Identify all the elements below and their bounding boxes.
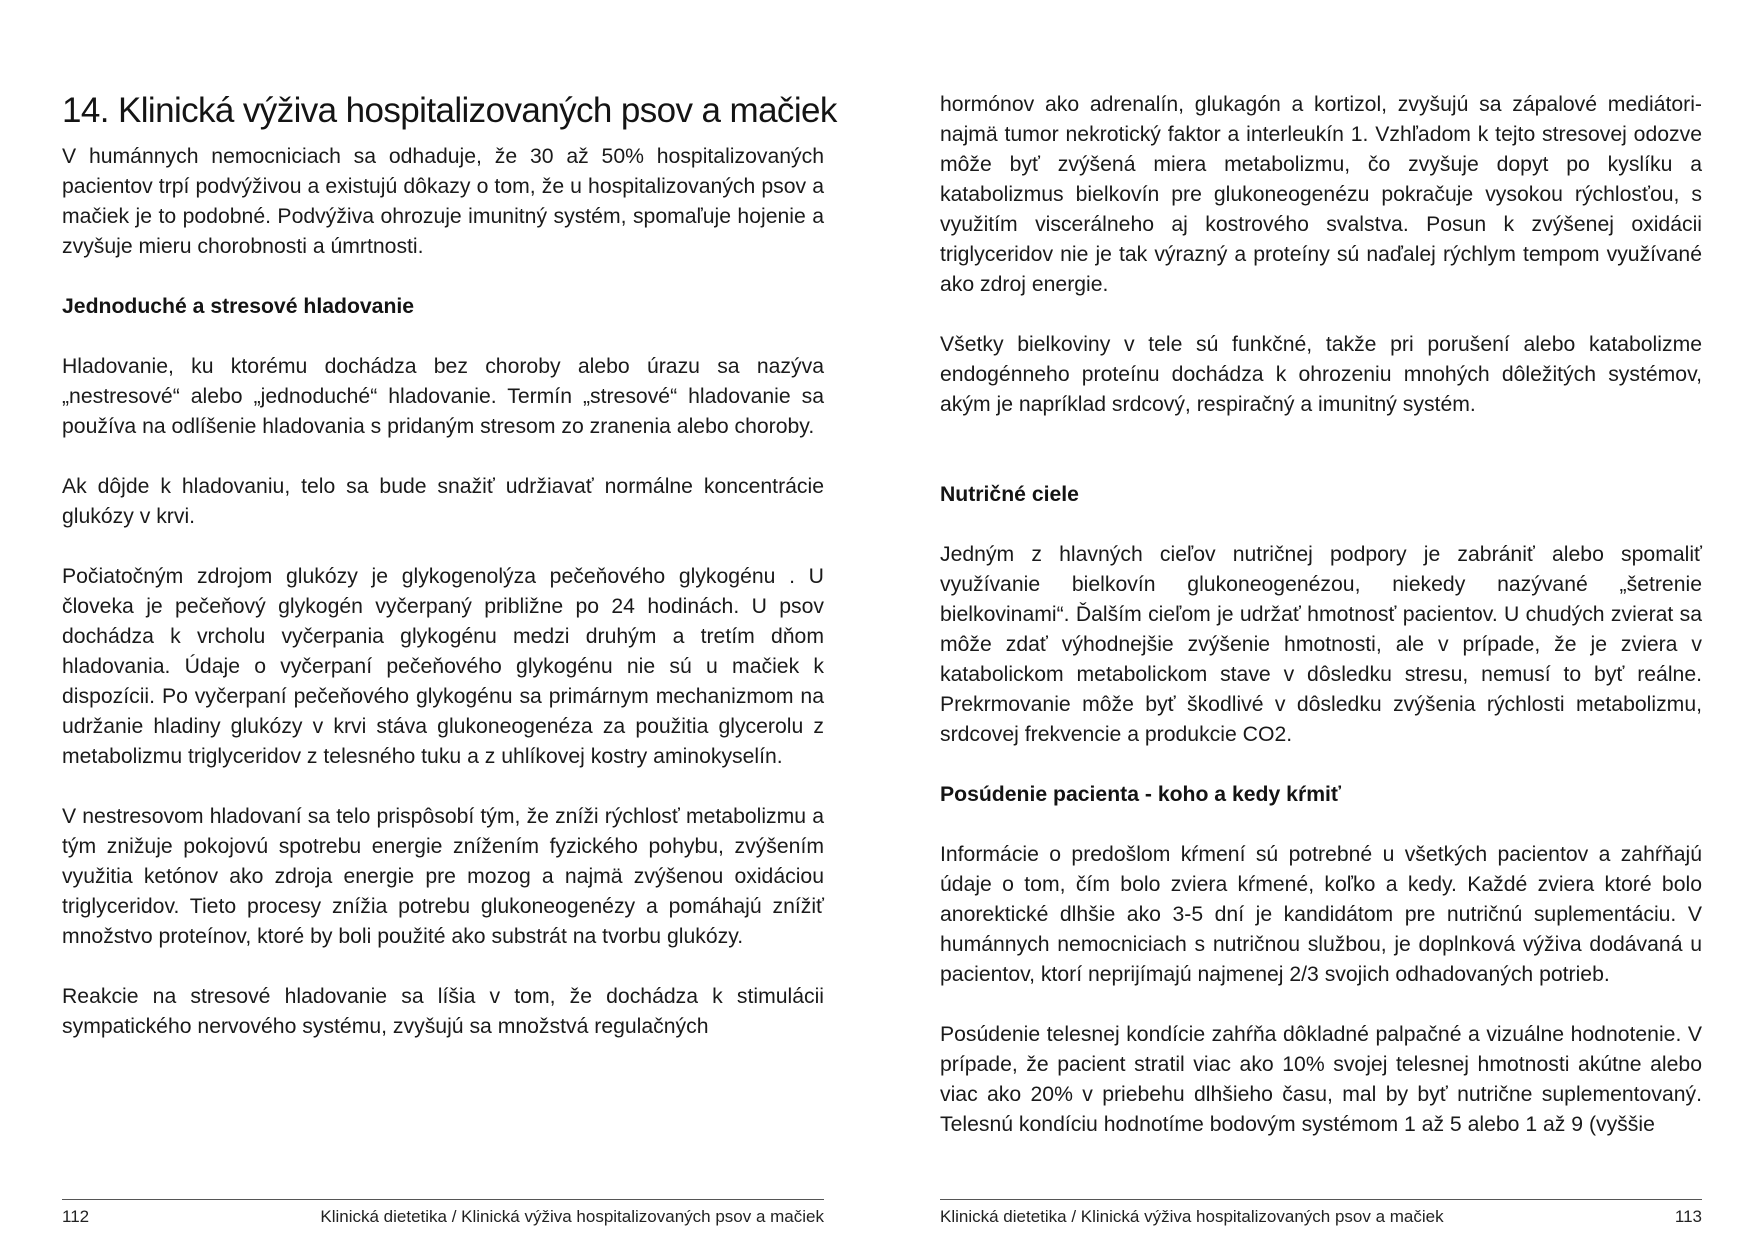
left-page	[62, 0, 837, 1240]
paragraph: Informácie o predošlom kŕmení sú potrebné u všetkých pacientov a zahŕňajú údaje o tom, čím bolo zviera kŕmené, koľko a kedy. Každé zviera ktoré bolo anorektické dlhšie ako 3-5 dní je kandidátom pre nutričnú suplementáciu. V humánnych nemocniciach s nutričnou službou, je doplnková výživa dodávaná u pacientov, ktorí neprijímajú najmenej 2/3 svojich odhadovaných potrieb.	[940, 843, 1702, 986]
paragraph: Hladovanie, ku ktorému dochádza bez choroby alebo úrazu sa nazýva „nestresové“ alebo „jednoduché“ hladovanie. Termín „stresové“ hladovanie sa používa na odlíšenie hladovania s pridaným stresom zo zranenia alebo choroby.	[62, 355, 824, 438]
right-page	[940, 0, 1702, 1240]
running-footer-text: Klinická dietetika / Klinická výživa hospitalizovaných psov a mačiek	[940, 1207, 1444, 1226]
section-heading-starvation: Jednoduché a stresové hladovanie	[62, 295, 415, 318]
paragraph: Ak dôjde k hladovaniu, telo sa bude snažiť udržiavať normálne koncentrácie glukózy v krvi.	[62, 475, 824, 528]
running-footer-text: Klinická dietetika / Klinická výživa hospitalizovaných psov a mačiek	[320, 1207, 824, 1226]
section-heading-patient-assessment: Posúdenie pacienta - koho a kedy kŕmiť	[940, 783, 1342, 806]
paragraph: hormónov ako adrenalín, glukagón a kortizol, zvyšujú sa zápalové mediátori-najmä tumor nekrotický faktor a interleukín 1. Vzhľadom k tejto stresovej odozve môže byť zvýšená miera metabolizmu, čo zvyšuje dopyt po kyslíku a katabolizmus bielkovín pre glukoneogenézu pokračuje vysokou rýchlosťou, s využitím viscerálneho aj kostrového svalstva. Posun k zvýšenej oxidácii triglyceridov nie je tak výrazný a proteíny sú naďalej rýchlym tempom využívané ako zdroj energie.	[940, 93, 1702, 296]
intro-paragraph: V humánnych nemocniciach sa odhaduje, že 30 až 50% hospitalizovaných pacientov trpí podvýživou a existujú dôkazy o tom, že u hospitalizovaných psov a mačiek je to podobné. Podvýživa ohrozuje imunitný systém, spomaľuje hojenie a zvyšuje mieru chorobnosti a úmrtnosti.	[62, 145, 824, 258]
paragraph: Jedným z hlavných cieľov nutričnej podpory je zabrániť alebo spomaliť využívanie bielkovín glukoneogenézou, niekedy nazývané „šetrenie bielkovinami“. Ďalším cieľom je udržať hmotnosť pacientov. U chudých zvierat sa môže zdať výhodnejšie zvýšenie hmotnosti, ale v prípade, že je zviera v katabolickom metabolickom stave v dôsledku stresu, nemusí to byť reálne. Prekrmovanie môže byť škodlivé v dôsledku zvýšenia rýchlosti metabolizmu, srdcovej frekvencie a produkcie CO2.	[940, 543, 1702, 746]
page-number: 113	[1674, 1207, 1702, 1226]
paragraph: V nestresovom hladovaní sa telo prispôsobí tým, že zníži rýchlosť metabolizmu a tým znižuje pokojovú spotrebu energie znížením fyzického pohybu, zvýšením využitia ketónov ako zdroja energie pre mozog a najmä zvýšenou oxidáciou triglyceridov. Tieto procesy znížia potrebu glukoneogenézy a pomáhajú znížiť množstvo proteínov, ktoré by boli použité ako substrát na tvorbu glukózy.	[62, 805, 824, 948]
page-number: 112	[62, 1207, 90, 1226]
page-footer-right	[940, 1199, 1702, 1228]
paragraph: Počiatočným zdrojom glukózy je glykogenolýza pečeňového glykogénu . U človeka je pečeňový glykogén vyčerpaný približne po 24 hodinách. U psov dochádza k vrcholu vyčerpania glykogénu medzi druhým a tretím dňom hladovania. Údaje o vyčerpaní pečeňového glykogénu nie sú u mačiek k dispozícii. Po vyčerpaní pečeňového glykogénu sa primárnym mechanizmom na udržanie hladiny glukózy v krvi stáva glukoneogenéza za použitia glycerolu z metabolizmu triglyceridov z telesného tuku a z uhlíkovej kostry aminokyselín.	[62, 565, 824, 768]
chapter-title: 14. Klinická výživa hospitalizovaných psov a mačiek	[62, 91, 837, 130]
paragraph: Reakcie na stresové hladovanie sa líšia v tom, že dochádza k stimulácii sympatického nervového systému, zvyšujú sa množstvá regulačných	[62, 985, 824, 1038]
left-page-content	[62, 88, 837, 1072]
page-footer-left	[62, 1199, 824, 1228]
right-page-content	[940, 90, 1702, 1170]
section-heading-nutrition-goals: Nutričné ciele	[940, 483, 1079, 506]
paragraph: Všetky bielkoviny v tele sú funkčné, takže pri porušení alebo katabolizme endogénneho proteínu dochádza k ohrozeniu mnohých dôležitých systémov, akým je napríklad srdcový, respiračný a imunitný systém.	[940, 333, 1702, 416]
paragraph: Posúdenie telesnej kondície zahŕňa dôkladné palpačné a vizuálne hodnotenie. V prípade, že pacient stratil viac ako 10% svojej telesnej hmotnosti akútne alebo viac ako 20% v priebehu dlhšieho času, mal by byť nutrične suplementovaný. Telesnú kondíciu hodnotíme bodovým systémom 1 až 5 alebo 1 až 9 (vyššie	[940, 1023, 1702, 1136]
